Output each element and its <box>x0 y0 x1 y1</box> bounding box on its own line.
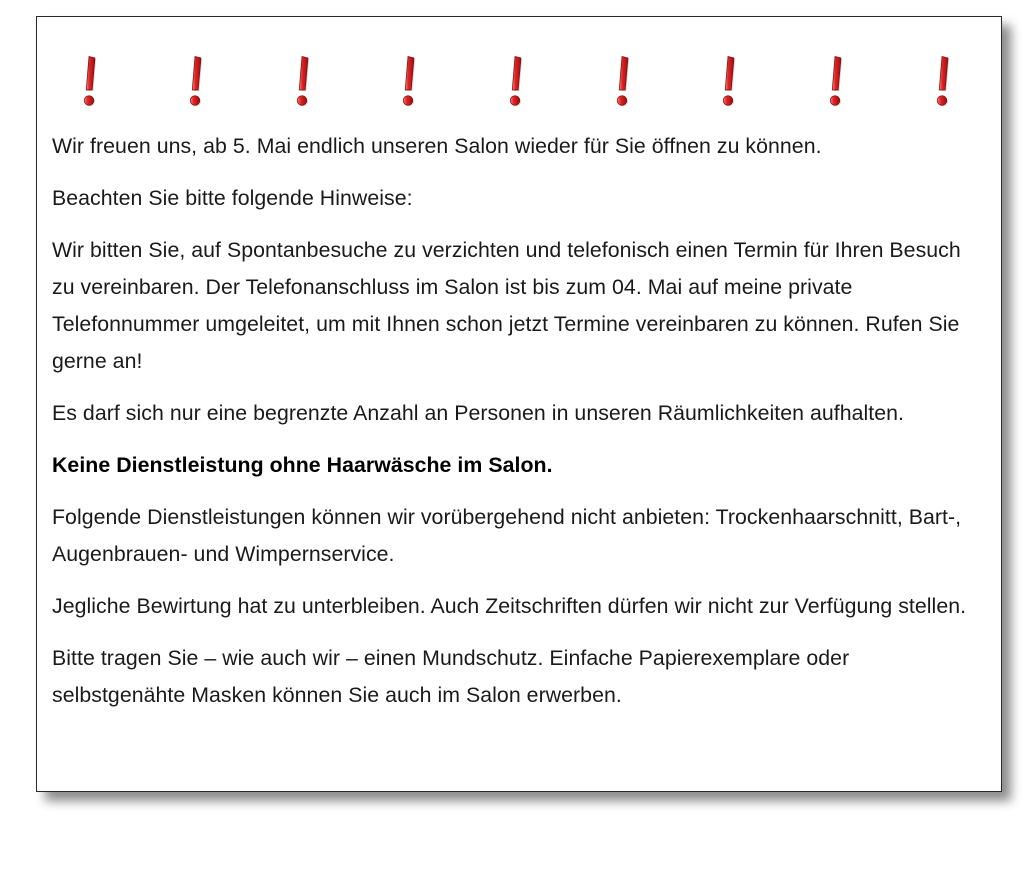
exclamation-icon <box>291 52 313 110</box>
exclamation-icon <box>824 52 846 110</box>
paragraph-hair-wash: Keine Dienstleistung ohne Haarwäsche im Salon. <box>52 453 553 477</box>
paragraph-mask: Bitte tragen Sie – wie auch wir – einen Mundschutz. Einfache Papierexemplare oder selbstgenähte Masken können Sie auch im Salon erwerben. <box>52 646 850 707</box>
exclamation-icon <box>504 52 526 110</box>
exclamation-icon <box>397 52 419 110</box>
exclamation-icon <box>717 52 739 110</box>
paragraph-welcome: Wir freuen uns, ab 5. Mai endlich unseren Salon wieder für Sie öffnen zu können. <box>52 134 822 158</box>
paragraph-appointments: Wir bitten Sie, auf Spontanbesuche zu verzichten und telefonisch einen Termin für Ihren Besuch zu vereinbaren. Der Telefonanschluss im Salon ist bis zum 04. Mai auf meine private Telefonnummer umgeleitet, um mit Ihnen schon jetzt Termine vereinbaren zu können. Rufen Sie gerne an! <box>52 238 961 373</box>
exclamation-icon <box>611 52 633 110</box>
exclamation-icon <box>184 52 206 110</box>
exclamation-mark-row <box>52 52 972 112</box>
paragraph-services-unavailable: Folgende Dienstleistungen können wir vorübergehend nicht anbieten: Trockenhaarschnitt, Bart-, Augenbrauen- und Wimpernservice. <box>52 505 962 566</box>
paragraph-no-catering: Jegliche Bewirtung hat zu unterbleiben. Auch Zeitschriften dürfen wir nicht zur Verfügung stellen. <box>52 594 967 618</box>
notice-text <box>52 128 987 729</box>
paragraph-person-limit: Es darf sich nur eine begrenzte Anzahl an Personen in unseren Räumlichkeiten aufhalten. <box>52 401 905 425</box>
exclamation-icon <box>78 52 100 110</box>
paragraph-hints-intro: Beachten Sie bitte folgende Hinweise: <box>52 186 413 210</box>
exclamation-icon <box>931 52 953 110</box>
